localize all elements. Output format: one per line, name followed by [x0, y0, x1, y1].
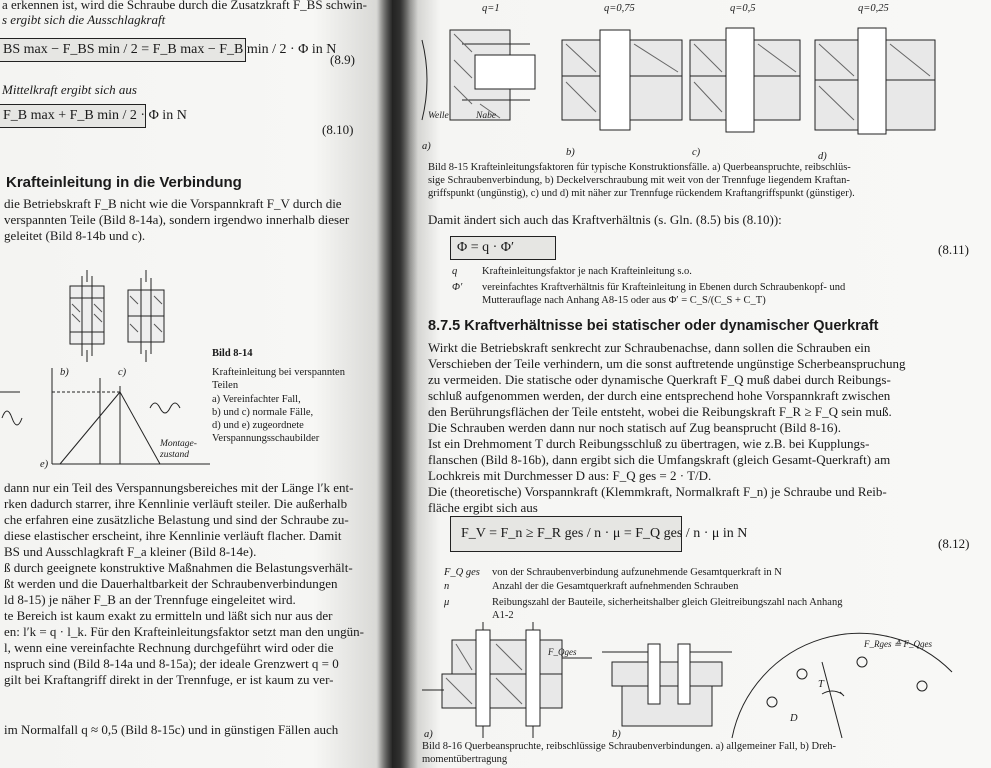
- left-book-page: [0, 0, 392, 768]
- figure-8-16-fq-label: F_Qges: [548, 647, 577, 657]
- left-body-line: ß durch geeignete konstruktive Maßnahmen die Belastungsverhält-: [4, 560, 353, 575]
- right-body-line: Ist ein Drehmoment T durch Reibungsschluß zu übertragen, wie z.B. bei Kupplungs-: [428, 436, 870, 451]
- equation-8-12: F_V = F_n ≥ F_R ges / n · μ = F_Q ges / n · μ in N: [450, 516, 682, 552]
- figure-8-16-caption-line: Bild 8-16 Querbeanspruchte, reibschlüssige Schraubenverbindungen. a) allgemeiner Fall, b) Dreh-: [422, 741, 837, 752]
- right-body-line: Die Schrauben werden dann nur noch statisch auf Zug beansprucht (Bild 8-16).: [428, 420, 841, 435]
- equation-8-10-number: (8.10): [322, 122, 354, 137]
- legend-8-11-text: Mutterauflage nach Anhang A8-15 oder aus Φ′ = C_S/(C_S + C_T): [482, 295, 766, 306]
- figure-8-16: [422, 622, 962, 740]
- left-body-line: l, wenn eine vereinfachte Rechnung durchgeführt wird oder die: [4, 640, 334, 655]
- figure-8-15-label-a: a): [422, 141, 431, 152]
- figure-8-14-caption-line: Teilen: [212, 380, 239, 391]
- figure-8-15-welle: Welle: [428, 111, 449, 121]
- figure-8-15-q1: q=1: [482, 3, 500, 14]
- figure-8-14-label-c: c): [118, 367, 127, 378]
- figure-8-15-label-b: b): [566, 147, 575, 158]
- figure-8-15-q075: q=0,75: [604, 3, 635, 14]
- legend-8-12-text: Reibungszahl der Bauteile, sicherheitshalber gleich Gleitreibungszahl nach Anhang: [492, 597, 843, 608]
- left-body-line: rken dadurch starrer, ihre Kennlinie verläuft steiler. Die außerhalb: [4, 496, 348, 511]
- equation-8-10: F_B max + F_B min / 2 · Φ in N: [0, 104, 146, 128]
- left-intro-line: die Betriebskraft F_B nicht wie die Vorspannkraft F_V durch die: [4, 196, 342, 211]
- left-body-line: BS und Ausschlagkraft F_a kleiner (Bild 8-14e).: [4, 544, 257, 559]
- right-body-line: fläche ergibt sich aus: [428, 500, 538, 515]
- right-body-line: flanschen (Bild 8-16b), dann ergibt sich die Umfangskraft (gleich Gesamt-Querkraft) am: [428, 452, 891, 467]
- left-section-heading: Krafteinleitung in die Verbindung: [6, 174, 242, 191]
- equation-8-11: Φ = q · Φ′: [450, 236, 556, 260]
- mittelkraft-line: Mittelkraft ergibt sich aus: [2, 82, 137, 97]
- left-body-line: en: l′k = q · l_k. Für den Krafteinleitungsfaktor setzt man den ungün-: [4, 624, 365, 639]
- legend-8-11-symbol: Φ′: [452, 282, 463, 293]
- book-gutter-shadow: [378, 0, 418, 768]
- figure-8-15-caption-line: sige Schraubenverbindung, b) Deckelverschraubung mit weit von der Trennfuge liegendem Kraftan-: [428, 175, 850, 186]
- equation-8-9: BS max − F_BS min / 2 = F_B max − F_B min / 2 · Φ in N: [0, 38, 246, 62]
- figure-8-14: [0, 268, 210, 468]
- figure-8-14-caption-line: Verspannungsschaubilder: [212, 433, 320, 444]
- figure-8-14-caption-title: Bild 8-14: [212, 348, 253, 359]
- left-body-line: te Bereich ist kaum exakt zu ermitteln und läßt sich nur aus der: [4, 608, 333, 623]
- right-body-line: Lochkreis mit Durchmesser D aus: F_Q ges = 2 · T/D.: [428, 468, 712, 483]
- figure-8-16-caption-line: momentübertragung: [422, 754, 508, 765]
- figure-8-15-label-d: d): [818, 151, 827, 162]
- legend-8-11-text: vereinfachtes Kraftverhältnis für Krafteinleitung in Ebenen durch Schraubenkopf- und: [482, 282, 846, 293]
- figure-8-14-label-e: e): [40, 459, 49, 470]
- damit-line: Damit ändert sich auch das Kraftverhältnis (s. Gln. (8.5) bis (8.10)):: [428, 212, 782, 227]
- figure-8-16-label-torque: T: [818, 679, 824, 690]
- right-body-line: zu vermeiden. Die statische oder dynamische Querkraft F_Q muß dabei durch Reibungs-: [428, 372, 891, 387]
- figure-8-16-label-a: a): [424, 729, 433, 740]
- left-body-line: ßt werden und die Dauerhaltbarkeit der Schraubenverbindungen: [4, 576, 338, 591]
- right-body-line: Verschieben der Teile verhindern, um die sonst auftretende ungünstige Scherbeanspruchung: [428, 356, 906, 371]
- left-intro-line: geleitet (Bild 8-14b und c).: [4, 228, 146, 243]
- left-top-line-2: s ergibt sich die Ausschlagkraft: [2, 12, 166, 27]
- figure-8-14-caption-line: d) und e) zugeordnete: [212, 420, 304, 431]
- figure-8-14-caption-line: b) und c) normale Fälle,: [212, 407, 314, 418]
- left-body-line: dann nur ein Teil des Verspannungsbereiches mit der Länge l′k ent-: [4, 480, 354, 495]
- figure-8-14-label-b: b): [60, 367, 69, 378]
- figure-8-16-label-diameter: D: [790, 713, 798, 724]
- figure-8-15-caption-line: griffspunkt (ungünstig), c) und d) mit näher zur Trennfuge rückendem Kraftangriffspunkt (günstiger).: [428, 188, 855, 199]
- figure-8-15: [420, 0, 980, 160]
- left-body-line: ld 8-15) je näher F_B an der Trennfuge eingeleitet wird.: [4, 592, 296, 607]
- left-body-line: im Normalfall q ≈ 0,5 (Bild 8-15c) und in günstigen Fällen auch: [4, 722, 339, 737]
- figure-8-14-caption-line: Krafteinleitung bei verspannten: [212, 367, 345, 378]
- legend-8-12-text: Anzahl der die Gesamtquerkraft aufnehmenden Schrauben: [492, 581, 739, 592]
- figure-8-15-q025: q=0,25: [858, 3, 889, 14]
- right-body-line: schluß aufgenommen werden, der durch eine entsprechend hohe Vorspannkraft zwischen: [428, 388, 891, 403]
- figure-8-14-zustand-label: zustand: [160, 450, 190, 460]
- legend-8-12-text: von der Schraubenverbindung aufzunehmende Gesamtquerkraft in N: [492, 567, 782, 578]
- figure-8-15-q05: q=0,5: [730, 3, 756, 14]
- figure-8-14-caption-line: a) Vereinfachter Fall,: [212, 394, 301, 405]
- left-intro-line: verspannten Teile (Bild 8-14a), sondern irgendwo innerhalb dieser: [4, 212, 350, 227]
- figure-8-16-fr-label: F_Rges ≙ F_Qges: [864, 639, 933, 649]
- right-body-line: den Berührungsflächen der Teile entsteht, wobei die Reibungskraft F_R ≥ F_Q sein muß.: [428, 404, 892, 419]
- figure-8-15-label-c: c): [692, 147, 701, 158]
- right-section-heading: 8.7.5 Kraftverhältnisse bei statischer oder dynamischer Querkraft: [428, 318, 879, 334]
- left-body-line: che erfahren eine zusätzliche Belastung und sind der Schraube zu-: [4, 512, 349, 527]
- figure-8-15-caption-line: Bild 8-15 Krafteinleitungsfaktoren für typische Konstruktionsfälle. a) Querbeanspruchte, reibschlüs-: [428, 162, 851, 173]
- equation-8-11-number: (8.11): [938, 242, 969, 257]
- figure-8-14-montage-label: Montage-: [160, 439, 197, 449]
- legend-8-12-symbol: n: [444, 581, 450, 592]
- legend-8-12-text: A1-2: [492, 610, 514, 621]
- right-body-line: Wirkt die Betriebskraft senkrecht zur Schraubenachse, dann sollen die Schrauben ein: [428, 340, 871, 355]
- left-body-line: gilt bei Kraftangriff direkt in der Trennfuge, er ist kaum zu ver-: [4, 672, 334, 687]
- figure-8-15-drawing: [420, 0, 980, 160]
- right-book-page: [392, 0, 991, 768]
- equation-8-9-number: (8.9): [330, 52, 355, 67]
- legend-8-11-text: Krafteinleitungsfaktor je nach Krafteinleitung s.o.: [482, 266, 692, 277]
- left-top-line-1: a erkennen ist, wird die Schraube durch die Zusatzkraft F_BS schwin-: [2, 0, 367, 12]
- right-body-line: Die (theoretische) Vorspannkraft (Klemmkraft, Normalkraft F_n) je Schraube und Reib-: [428, 484, 887, 499]
- left-body-line: nspruch sind (Bild 8-14a und 8-15a); der ideale Grenzwert q = 0: [4, 656, 339, 671]
- legend-8-12-symbol: μ: [444, 597, 450, 608]
- equation-8-12-number: (8.12): [938, 536, 970, 551]
- legend-8-12-symbol: F_Q ges: [444, 567, 480, 578]
- left-body-line: diese elastischer erscheint, ihre Kennlinie verläuft flacher. Damit: [4, 528, 342, 543]
- figure-8-16-label-b: b): [612, 729, 621, 740]
- legend-8-11-symbol: q: [452, 266, 458, 277]
- figure-8-15-nabe: Nabe: [476, 111, 497, 121]
